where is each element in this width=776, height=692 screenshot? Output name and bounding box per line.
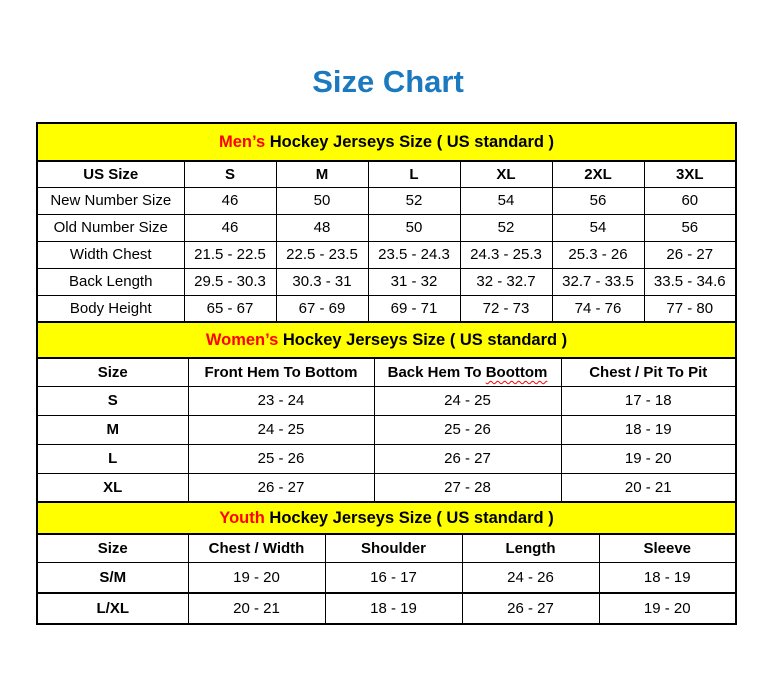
table-cell: 67 - 69 — [276, 295, 368, 322]
table-cell: 33.5 - 34.6 — [644, 268, 736, 295]
table-row — [37, 295, 736, 322]
mens-col-header-2xl: 2XL — [552, 161, 644, 187]
mens-header-row — [37, 161, 736, 187]
table-cell: 56 — [552, 187, 644, 214]
table-row — [37, 593, 736, 624]
table-cell: 72 - 73 — [460, 295, 552, 322]
youth-banner-row — [37, 502, 736, 534]
table-cell: 50 — [368, 214, 460, 241]
table-cell: 74 - 76 — [552, 295, 644, 322]
table-cell: 26 - 27 — [188, 473, 374, 502]
mens-col-header-xl: XL — [460, 161, 552, 187]
table-cell: 19 - 20 — [561, 444, 736, 473]
table-cell: 16 - 17 — [325, 562, 462, 593]
mens-col-header-us-size: US Size — [37, 161, 184, 187]
page-title: Size Chart — [312, 64, 464, 99]
mens-banner-text: Hockey Jerseys Size ( US standard ) — [265, 132, 555, 151]
table-cell: 56 — [644, 214, 736, 241]
table-row — [37, 187, 736, 214]
womens-size-table — [36, 321, 737, 503]
table-cell: 52 — [460, 214, 552, 241]
womens-col-header-back-hem — [374, 358, 561, 386]
youth-col-header-sleeve: Sleeve — [599, 534, 736, 562]
table-row — [37, 268, 736, 295]
table-cell: 69 - 71 — [368, 295, 460, 322]
womens-banner-highlight: Women’s — [205, 330, 279, 349]
row-label: S — [37, 386, 188, 415]
table-cell: 18 - 19 — [599, 562, 736, 593]
table-cell: 26 - 27 — [644, 241, 736, 268]
table-cell: 21.5 - 22.5 — [184, 241, 276, 268]
mens-col-header-l: L — [368, 161, 460, 187]
mens-banner — [37, 123, 736, 161]
table-cell: 46 — [184, 214, 276, 241]
table-row — [37, 386, 736, 415]
row-label: L/XL — [37, 593, 188, 624]
table-cell: 32 - 32.7 — [460, 268, 552, 295]
table-cell: 30.3 - 31 — [276, 268, 368, 295]
table-cell: 46 — [184, 187, 276, 214]
table-cell: 23 - 24 — [188, 386, 374, 415]
table-cell: 32.7 - 33.5 — [552, 268, 644, 295]
table-row — [37, 444, 736, 473]
womens-col-header-chest: Chest / Pit To Pit — [561, 358, 736, 386]
mens-col-header-3xl: 3XL — [644, 161, 736, 187]
row-label: Body Height — [37, 295, 184, 322]
table-row — [37, 214, 736, 241]
table-cell: 20 - 21 — [188, 593, 325, 624]
table-cell: 17 - 18 — [561, 386, 736, 415]
table-cell: 29.5 - 30.3 — [184, 268, 276, 295]
table-cell: 77 - 80 — [644, 295, 736, 322]
mens-col-header-m: M — [276, 161, 368, 187]
row-label: M — [37, 415, 188, 444]
youth-banner-highlight: Youth — [219, 508, 265, 527]
table-cell: 18 - 19 — [561, 415, 736, 444]
row-label: Old Number Size — [37, 214, 184, 241]
table-cell: 65 - 67 — [184, 295, 276, 322]
table-cell: 22.5 - 23.5 — [276, 241, 368, 268]
mens-size-table — [36, 122, 737, 323]
youth-col-header-length: Length — [462, 534, 599, 562]
table-cell: 54 — [460, 187, 552, 214]
table-row — [37, 473, 736, 502]
womens-col-header-size: Size — [37, 358, 188, 386]
row-label: New Number Size — [37, 187, 184, 214]
mens-col-header-s: S — [184, 161, 276, 187]
table-cell: 54 — [552, 214, 644, 241]
table-cell: 24 - 25 — [188, 415, 374, 444]
table-cell: 31 - 32 — [368, 268, 460, 295]
row-label: Back Length — [37, 268, 184, 295]
womens-col-header-front-hem: Front Hem To Bottom — [188, 358, 374, 386]
youth-banner — [37, 502, 736, 534]
mens-banner-row — [37, 123, 736, 161]
table-cell: 26 - 27 — [374, 444, 561, 473]
table-cell: 50 — [276, 187, 368, 214]
table-cell: 48 — [276, 214, 368, 241]
table-cell: 25 - 26 — [188, 444, 374, 473]
table-cell: 20 - 21 — [561, 473, 736, 502]
youth-col-header-chest-width: Chest / Width — [188, 534, 325, 562]
row-label: L — [37, 444, 188, 473]
row-label: S/M — [37, 562, 188, 593]
table-cell: 60 — [644, 187, 736, 214]
table-row — [37, 415, 736, 444]
youth-col-header-shoulder: Shoulder — [325, 534, 462, 562]
table-cell: 19 - 20 — [188, 562, 325, 593]
table-row — [37, 562, 736, 593]
row-label: Width Chest — [37, 241, 184, 268]
back-hem-misspelled-text: Boottom — [485, 363, 548, 381]
womens-banner-row — [37, 322, 736, 358]
table-cell: 24 - 25 — [374, 386, 561, 415]
table-cell: 19 - 20 — [599, 593, 736, 624]
table-cell: 25 - 26 — [374, 415, 561, 444]
table-cell: 52 — [368, 187, 460, 214]
table-cell: 18 - 19 — [325, 593, 462, 624]
womens-banner-text: Hockey Jerseys Size ( US standard ) — [278, 330, 568, 349]
back-hem-text: Back Hem To — [387, 363, 486, 381]
youth-col-header-size: Size — [37, 534, 188, 562]
table-cell: 27 - 28 — [374, 473, 561, 502]
mens-banner-highlight: Men’s — [219, 132, 266, 151]
table-cell: 26 - 27 — [462, 593, 599, 624]
row-label: XL — [37, 473, 188, 502]
table-cell: 24 - 26 — [462, 562, 599, 593]
youth-banner-text: Hockey Jerseys Size ( US standard ) — [264, 508, 554, 527]
size-tables — [36, 122, 735, 625]
table-cell: 24.3 - 25.3 — [460, 241, 552, 268]
youth-header-row — [37, 534, 736, 562]
table-cell: 23.5 - 24.3 — [368, 241, 460, 268]
youth-size-table — [36, 501, 737, 625]
table-row — [37, 241, 736, 268]
womens-header-row — [37, 358, 736, 386]
womens-banner — [37, 322, 736, 358]
table-cell: 25.3 - 26 — [552, 241, 644, 268]
